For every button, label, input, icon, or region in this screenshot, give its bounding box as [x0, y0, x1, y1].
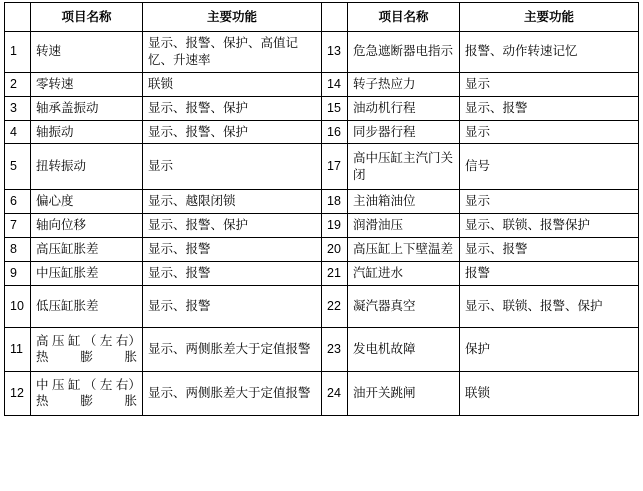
row-item-function: 显示: [460, 190, 639, 214]
row-item-name: 油开关跳闸: [348, 371, 460, 415]
row-item-name: 低压缸胀差: [31, 285, 143, 327]
row-item-name: 扭转振动: [31, 144, 143, 190]
row-item-name: 发电机故障: [348, 327, 460, 371]
row-number: 4: [5, 120, 31, 144]
row-item-function: 联锁: [460, 371, 639, 415]
header-function-right: 主要功能: [460, 3, 639, 32]
table-row: [5, 285, 639, 327]
table-row: [5, 32, 639, 73]
row-number: 2: [5, 72, 31, 96]
table-header-row: [5, 3, 639, 32]
row-item-name: 偏心度: [31, 190, 143, 214]
table-body: [5, 32, 639, 416]
table-row: [5, 327, 639, 371]
header-number-left: [5, 3, 31, 32]
row-item-function: 保护: [460, 327, 639, 371]
row-item-name: 高 压 缸 （ 左 右）热膨胀: [31, 327, 143, 371]
row-number: 18: [322, 190, 348, 214]
row-item-name: 同步器行程: [348, 120, 460, 144]
row-item-name: 轴振动: [31, 120, 143, 144]
table-row: [5, 214, 639, 238]
row-item-name: 中 压 缸 （ 左 右）热膨胀: [31, 371, 143, 415]
row-item-function: 显示: [460, 120, 639, 144]
row-number: 17: [322, 144, 348, 190]
row-item-function: 显示、越限闭锁: [143, 190, 322, 214]
table-row: [5, 120, 639, 144]
row-item-name: 凝汽器真空: [348, 285, 460, 327]
row-number: 19: [322, 214, 348, 238]
row-item-function: 显示、报警、保护: [143, 214, 322, 238]
row-item-name: 高压缸胀差: [31, 238, 143, 262]
table-row: [5, 144, 639, 190]
row-item-name: 高中压缸主汽门关闭: [348, 144, 460, 190]
row-number: 24: [322, 371, 348, 415]
header-name-left: 项目名称: [31, 3, 143, 32]
row-item-name: 危急遮断器电指示: [348, 32, 460, 73]
row-item-function: 显示、报警: [143, 262, 322, 286]
row-number: 23: [322, 327, 348, 371]
row-number: 12: [5, 371, 31, 415]
row-item-function: 显示、联锁、报警保护: [460, 214, 639, 238]
row-item-function: 显示、报警: [460, 96, 639, 120]
row-number: 15: [322, 96, 348, 120]
row-number: 22: [322, 285, 348, 327]
row-item-name: 转子热应力: [348, 72, 460, 96]
row-item-name: 油动机行程: [348, 96, 460, 120]
row-item-name: 轴向位移: [31, 214, 143, 238]
row-number: 3: [5, 96, 31, 120]
row-number: 14: [322, 72, 348, 96]
row-item-function: 显示、报警: [143, 285, 322, 327]
row-item-name: 汽缸进水: [348, 262, 460, 286]
row-number: 13: [322, 32, 348, 73]
row-number: 11: [5, 327, 31, 371]
row-number: 1: [5, 32, 31, 73]
row-item-function: 显示、报警、保护、高值记忆、升速率: [143, 32, 322, 73]
row-item-name: 润滑油压: [348, 214, 460, 238]
row-item-name: 零转速: [31, 72, 143, 96]
row-number: 21: [322, 262, 348, 286]
header-name-right: 项目名称: [348, 3, 460, 32]
row-item-function: 显示: [460, 72, 639, 96]
row-item-function: 显示: [143, 144, 322, 190]
table-row: [5, 96, 639, 120]
row-item-function: 显示、报警、保护: [143, 120, 322, 144]
table-row: [5, 72, 639, 96]
row-item-name: 转速: [31, 32, 143, 73]
row-item-name: 轴承盖振动: [31, 96, 143, 120]
row-number: 9: [5, 262, 31, 286]
table-row: [5, 371, 639, 415]
row-number: 8: [5, 238, 31, 262]
specification-table: [4, 2, 639, 416]
row-item-function: 报警: [460, 262, 639, 286]
header-function-left: 主要功能: [143, 3, 322, 32]
row-item-function: 联锁: [143, 72, 322, 96]
row-item-name: 中压缸胀差: [31, 262, 143, 286]
header-number-right: [322, 3, 348, 32]
row-number: 7: [5, 214, 31, 238]
row-item-function: 显示、报警、保护: [143, 96, 322, 120]
row-item-function: 显示、两侧胀差大于定值报警: [143, 371, 322, 415]
row-item-function: 报警、动作转速记忆: [460, 32, 639, 73]
row-item-function: 显示、报警: [143, 238, 322, 262]
row-item-function: 显示、报警: [460, 238, 639, 262]
row-item-name: 高压缸上下壁温差: [348, 238, 460, 262]
table-row: [5, 238, 639, 262]
row-item-name: 主油箱油位: [348, 190, 460, 214]
row-number: 6: [5, 190, 31, 214]
row-item-function: 显示、两侧胀差大于定值报警: [143, 327, 322, 371]
row-number: 5: [5, 144, 31, 190]
table-row: [5, 262, 639, 286]
row-item-function: 显示、联锁、报警、保护: [460, 285, 639, 327]
table-row: [5, 190, 639, 214]
row-item-function: 信号: [460, 144, 639, 190]
row-number: 16: [322, 120, 348, 144]
row-number: 10: [5, 285, 31, 327]
row-number: 20: [322, 238, 348, 262]
